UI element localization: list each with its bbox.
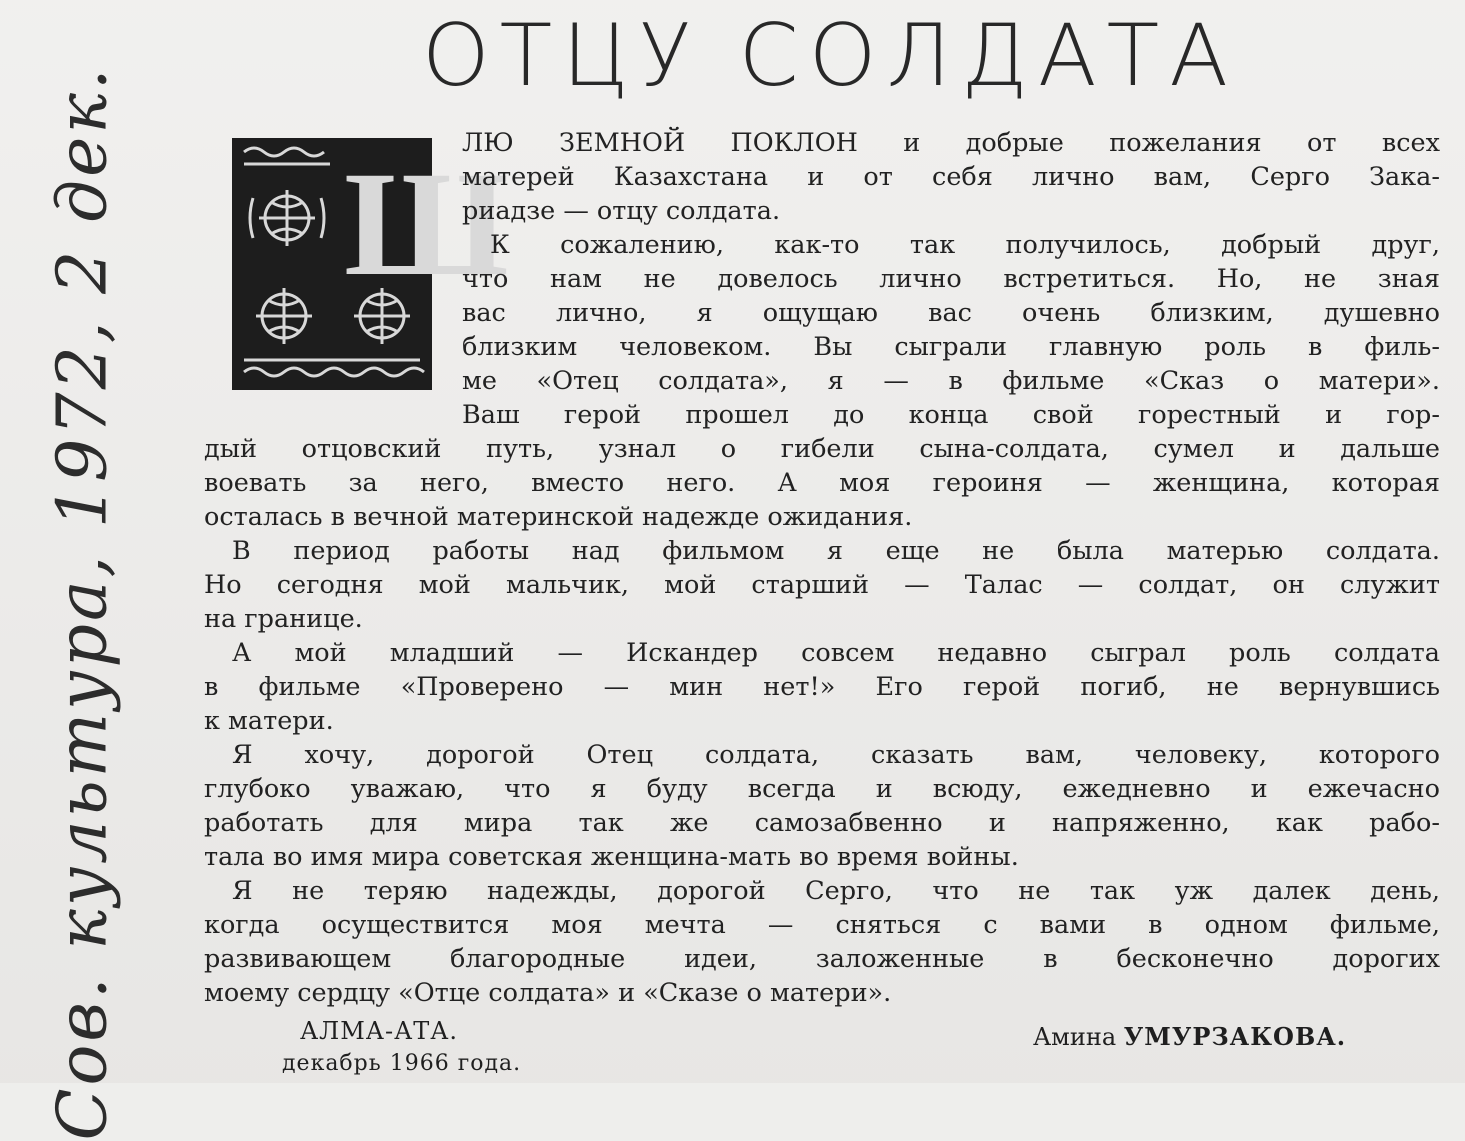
- handwritten-margin-note: [28, 65, 138, 1141]
- author-last-name: УМУРЗАКОВА.: [1123, 1022, 1347, 1051]
- article-line: Ваш герой прошел до конца свой горестный и гор-: [462, 400, 1440, 430]
- article-line: в фильме «Проверено — мин нет!» Его герой погиб, не вернувшись: [204, 672, 1440, 702]
- dateline-place: АЛМА-АТА.: [300, 1017, 459, 1045]
- article-line: на границе.: [204, 604, 363, 634]
- headline: ОТЦУ СОЛДАТА: [421, 6, 1239, 106]
- article-line: близким человеком. Вы сыграли главную роль в филь-: [462, 332, 1440, 362]
- author-first-name: Амина: [1033, 1023, 1117, 1051]
- article-line: Но сегодня мой мальчик, мой старший — Талас — солдат, он служит: [204, 570, 1440, 600]
- article-line: Я хочу, дорогой Отец солдата, сказать вам, человеку, которого: [232, 740, 1440, 770]
- article-line: осталась в вечной материнской надежде ожидания.: [204, 502, 913, 532]
- article-line: что нам не довелось лично встретиться. Но, не зная: [462, 264, 1440, 294]
- author-signature: [1033, 1022, 1346, 1052]
- article-line: ЛЮ ЗЕМНОЙ ПОКЛОН и добрые пожелания от всех: [462, 128, 1440, 158]
- article-line: В период работы над фильмом я еще не была матерью солдата.: [232, 536, 1440, 566]
- article-line: риадзе — отцу солдата.: [462, 196, 781, 226]
- article-line: когда осуществится моя мечта — сняться с вами в одном фильме,: [204, 910, 1440, 940]
- article-line: работать для мира так же самозабвенно и напряженно, как рабо-: [204, 808, 1440, 838]
- article-line: матерей Казахстана и от себя лично вам, Серго Зака-: [462, 162, 1440, 192]
- article-line: развивающем благородные идеи, заложенные в бесконечно дорогих: [204, 944, 1440, 974]
- article-line: А мой младший — Искандер совсем недавно сыграл роль солдата: [232, 638, 1440, 668]
- article-line: моему сердцу «Отце солдата» и «Сказе о матери».: [204, 978, 892, 1008]
- ornamental-dropcap: [232, 138, 509, 390]
- article-line: ме «Отец солдата», я — в фильме «Сказ о матери».: [462, 366, 1440, 396]
- article-line: дый отцовский путь, узнал о гибели сына-солдата, сумел и дальше: [204, 434, 1440, 464]
- margin-note-text: Сов. культура, 1972, 2 дек.: [43, 65, 123, 1141]
- article-line: тала во имя мира советская женщина-мать во время войны.: [204, 842, 1019, 872]
- article-line: воевать за него, вместо него. А моя героиня — женщина, которая: [204, 468, 1440, 498]
- dropcap-letter: Ш: [344, 141, 509, 307]
- article-line: К сожалению, как-то так получилось, добрый друг,: [490, 230, 1440, 260]
- article-line: глубоко уважаю, что я буду всегда и всюду, ежедневно и ежечасно: [204, 774, 1440, 804]
- article-line: к матери.: [204, 706, 334, 736]
- dateline-date: декабрь 1966 года.: [282, 1051, 522, 1076]
- article-line: вас лично, я ощущаю вас очень близким, душевно: [462, 298, 1440, 328]
- article-line: Я не теряю надежды, дорогой Серго, что не так уж далек день,: [232, 876, 1440, 906]
